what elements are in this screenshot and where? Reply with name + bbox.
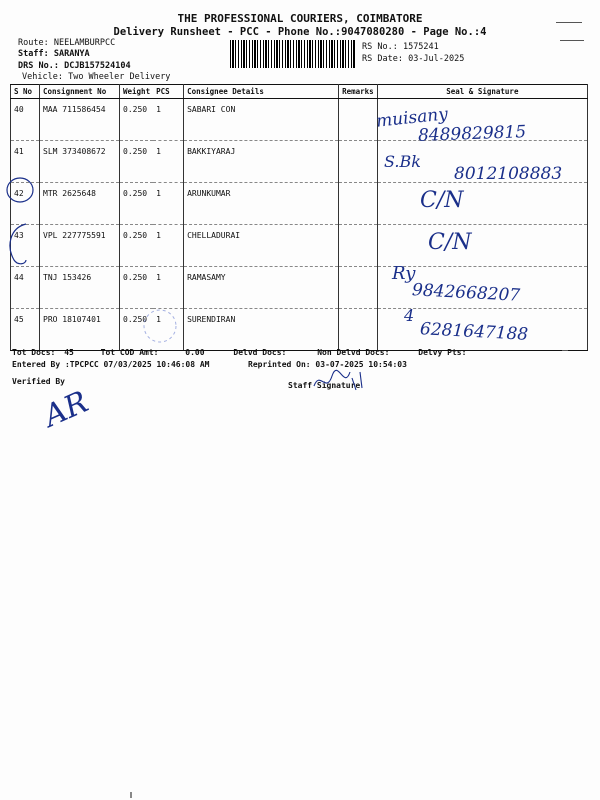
handwritten-signature: S.Bk	[384, 152, 421, 171]
handwritten-signature: C/N	[428, 230, 472, 255]
cell-consignee: SURENDIRAN	[184, 309, 339, 351]
cell-weight: 0.250	[120, 99, 154, 141]
handwritten-phone: 8012108883	[454, 164, 563, 184]
rs-no-label: RS No.:	[362, 42, 398, 52]
cell-remarks	[339, 99, 378, 141]
runsheet-subtitle: Delivery Runsheet - PCC - Phone No.:9047080280 - Page No.:4	[113, 26, 487, 38]
cell-consignee: BAKKIYARAJ	[184, 141, 339, 183]
drs-line	[18, 61, 131, 71]
route-line	[18, 38, 115, 48]
staff-signature-label: Staff Signature	[288, 381, 361, 390]
cell-remarks	[339, 141, 378, 183]
drs-label: DRS No.:	[18, 61, 59, 71]
staff-label: Staff:	[18, 49, 49, 59]
stamp-mark	[138, 300, 184, 346]
cell-pcs: 1	[153, 183, 184, 225]
rs-date-label: RS Date:	[362, 54, 403, 64]
col-pcs: PCS	[153, 85, 184, 99]
cell-remarks	[339, 267, 378, 309]
entered-by-line: Entered By :TPCPCC 07/03/2025 10:46:08 AM	[12, 360, 210, 369]
cell-pcs: 1	[153, 225, 184, 267]
verifier-initials: AR	[38, 384, 94, 435]
cell-sno: 45	[11, 309, 40, 351]
cell-weight: 0.250	[120, 309, 154, 351]
col-sno: S No	[11, 85, 40, 99]
rs-date-value: 03-Jul-2025	[408, 54, 465, 64]
tot-docs-label: Tot Docs:	[12, 348, 56, 357]
cell-pcs: 1	[153, 309, 184, 351]
col-weight: Weight	[120, 85, 154, 99]
cell-consignee: RAMASAMY	[184, 267, 339, 309]
vehicle-value: Two Wheeler Delivery	[68, 72, 171, 82]
cell-signature	[377, 183, 587, 225]
cell-remarks	[339, 309, 378, 351]
barcode-image	[230, 40, 356, 68]
cell-consignment: PRO 18107401	[40, 309, 120, 351]
handwritten-signature: C/N	[420, 188, 464, 213]
cell-consignee: ARUNKUMAR	[184, 183, 339, 225]
cell-weight: 0.250	[120, 267, 154, 309]
cell-weight: 0.250	[120, 141, 154, 183]
cell-remarks	[339, 225, 378, 267]
cell-sno: 40	[11, 99, 40, 141]
cell-consignment: SLM 373408672	[40, 141, 120, 183]
route-value: NEELAMBURPCC	[53, 38, 116, 48]
cell-consignee: CHELLADURAI	[184, 225, 339, 267]
scan-mark	[560, 40, 584, 41]
reprinted-line: Reprinted On: 03-07-2025 10:54:03	[248, 360, 407, 369]
cell-consignment: VPL 227775591	[40, 225, 120, 267]
delvy-pts-label: Delvy Pts:	[418, 348, 467, 357]
rs-no-value: 1575241	[402, 42, 439, 52]
verified-by-label: Verified By	[12, 377, 65, 386]
rs-date-line	[362, 54, 464, 64]
hand-drawn-circles	[4, 174, 42, 270]
tot-docs-value: 45	[64, 348, 74, 357]
delvd-label: Delvd Docs:	[233, 348, 287, 357]
handwritten-signature: muisany	[375, 104, 449, 132]
cell-sno: 41	[11, 141, 40, 183]
col-consignment: Consignment No	[40, 85, 120, 99]
scan-mark	[556, 22, 582, 23]
cell-consignment: MTR 2625648	[40, 183, 120, 225]
cod-value: 0.00	[185, 348, 205, 357]
table-header-row	[11, 85, 588, 99]
totals-line	[12, 348, 590, 357]
route-label: Route:	[18, 38, 49, 48]
vehicle-label: Vehicle:	[22, 72, 63, 82]
cell-pcs: 1	[153, 141, 184, 183]
cell-sno: 42	[11, 183, 40, 225]
cell-signature	[377, 225, 587, 267]
cell-weight: 0.250	[120, 183, 154, 225]
table-row	[11, 183, 588, 225]
cell-sno: 44	[11, 267, 40, 309]
cell-pcs: 1	[153, 99, 184, 141]
handwritten-phone: 9842668207	[411, 280, 521, 306]
handwritten-signature: 4	[404, 306, 415, 325]
cell-weight: 0.250	[120, 225, 154, 267]
col-remarks: Remarks	[339, 85, 378, 99]
company-title: THE PROFESSIONAL COURIERS, COIMBATORE	[177, 12, 423, 25]
handwritten-phone: 6281647188	[419, 319, 529, 345]
cell-sno: 43	[11, 225, 40, 267]
cell-consignee: SABARI CON	[184, 99, 339, 141]
col-consignee: Consignee Details	[184, 85, 339, 99]
scan-mark	[562, 350, 568, 351]
col-signature: Seal & Signature	[377, 85, 587, 99]
rs-no-line	[362, 42, 439, 52]
handwritten-phone: 8489829815	[417, 122, 527, 146]
handwritten-signature: Ry	[392, 263, 416, 284]
staff-value: SARANYA	[53, 49, 90, 59]
vehicle-line	[22, 72, 170, 82]
cell-consignment: MAA 711586454	[40, 99, 120, 141]
staff-line	[18, 49, 90, 59]
non-delvd-label: Non Delvd Docs:	[317, 348, 390, 357]
staff-signature-scribble	[310, 364, 370, 394]
table-row	[11, 225, 588, 267]
cell-consignment: TNJ 153426	[40, 267, 120, 309]
cod-label: Tot COD Amt:	[100, 348, 159, 357]
scan-mark	[130, 792, 132, 798]
cell-remarks	[339, 183, 378, 225]
drs-value: DCJB157524104	[64, 61, 131, 71]
cell-pcs: 1	[153, 267, 184, 309]
